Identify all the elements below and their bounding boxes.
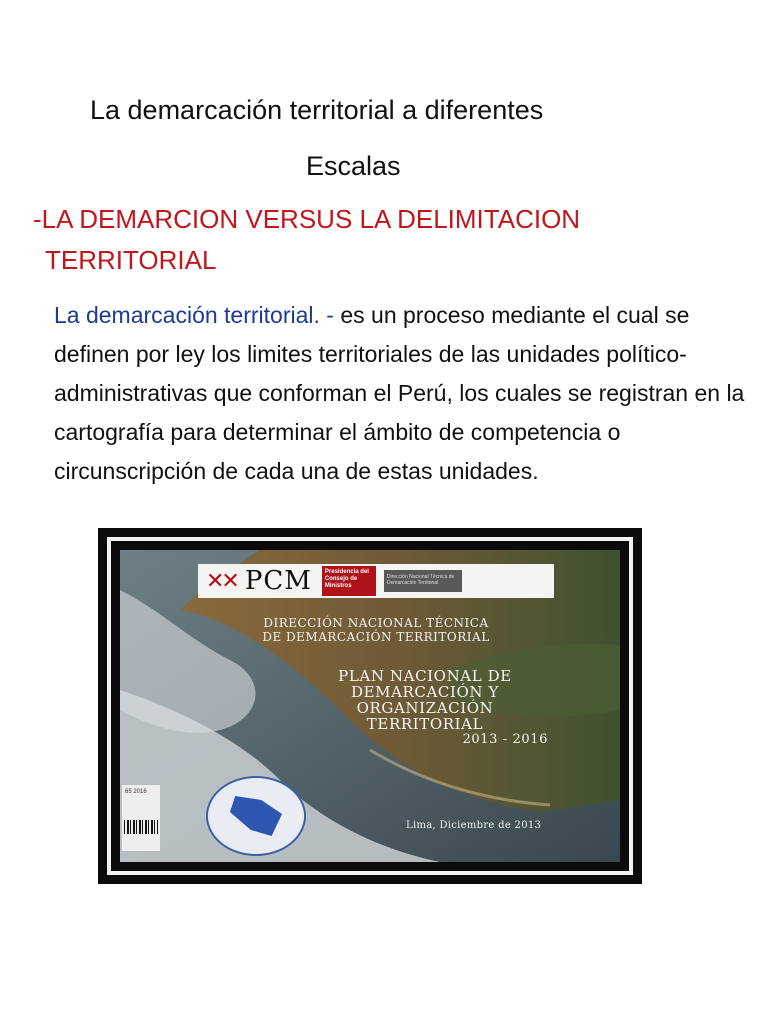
seal-emblem-icon bbox=[206, 776, 306, 856]
title-line-1: La demarcación territorial a diferentes bbox=[90, 95, 544, 125]
cover-direccion-line-1: DIRECCIÓN NACIONAL TÉCNICA bbox=[263, 616, 489, 630]
cover-plan-line-1: PLAN NACIONAL DE bbox=[338, 667, 512, 685]
satellite-photo bbox=[120, 550, 620, 862]
section-heading-line-2: TERRITORIAL bbox=[45, 245, 217, 275]
pcm-emblem-icon: ✕✕ bbox=[206, 568, 237, 594]
cover-plan-title bbox=[290, 668, 560, 748]
definition-paragraph bbox=[54, 296, 754, 491]
title-line-2: Escalas bbox=[306, 151, 401, 181]
presidencia-badge: Presidencia del Consejo de Ministros bbox=[322, 566, 376, 596]
definition-body: es un proceso mediante el cual se definen por ley los limites territoriales de las unidades político-administrativas que conforman el Perú, los cuales se registran en la cartografía para determinar el ámbito de competencia o circunscripción de cada una de estas unidades. bbox=[54, 302, 745, 484]
cover-plan-years: 2013 - 2016 bbox=[462, 732, 548, 747]
pcm-logo-bar bbox=[198, 564, 554, 598]
library-sticker bbox=[122, 785, 160, 851]
sticker-text: 65 2016 bbox=[125, 789, 147, 795]
book-cover-image bbox=[98, 528, 642, 884]
definition-lead: La demarcación territorial. - bbox=[54, 302, 341, 328]
cover-plan-line-2: DEMARCACIÓN Y bbox=[350, 683, 500, 701]
section-heading-line-1: -LA DEMARCION VERSUS LA DELIMITACION bbox=[33, 204, 581, 234]
peru-map-icon bbox=[230, 796, 282, 836]
subunit-badge: Dirección Nacional Técnica de Demarcación Territorial bbox=[384, 570, 462, 592]
pcm-logo-text: PCM bbox=[244, 566, 312, 596]
cover-direccion-line-2: DE DEMARCACIÓN TERRITORIAL bbox=[262, 630, 490, 644]
cover-direccion bbox=[216, 616, 536, 644]
barcode-icon bbox=[124, 820, 158, 834]
cover-plan-line-4: TERRITORIAL bbox=[366, 715, 484, 733]
cover-place-date: Lima, Diciembre de 2013 bbox=[406, 820, 542, 831]
cover-plan-line-3: ORGANIZACIÓN bbox=[356, 699, 494, 717]
